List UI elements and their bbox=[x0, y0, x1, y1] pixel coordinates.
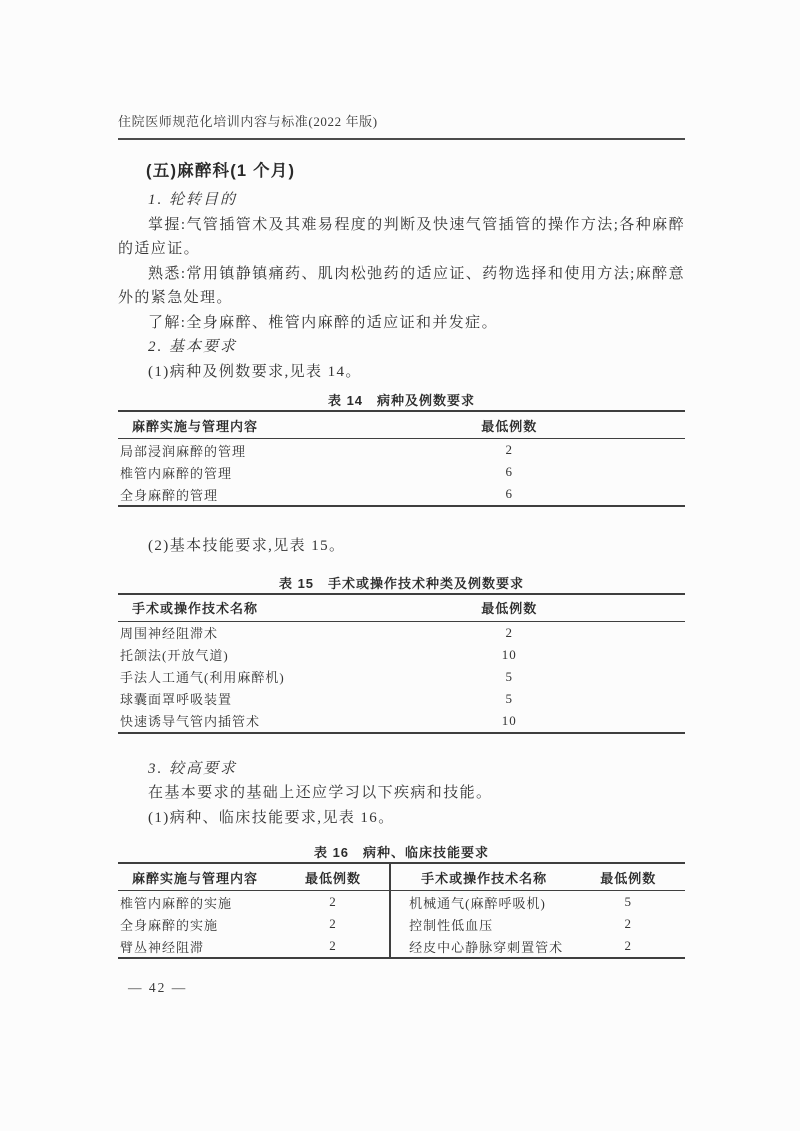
para-advanced: 在基本要求的基础上还应学习以下疾病和技能。 bbox=[148, 785, 493, 801]
cell-name: 托颌法(开放气道) bbox=[120, 648, 229, 663]
table16 bbox=[118, 862, 685, 959]
cell-value: 2 bbox=[329, 938, 337, 953]
cell-value: 10 bbox=[501, 646, 517, 662]
cell-name: 椎管内麻醉的管理 bbox=[120, 465, 233, 481]
table-row bbox=[118, 666, 685, 688]
cell-name: 局部浸润麻醉的管理 bbox=[120, 443, 247, 459]
table15 bbox=[118, 593, 685, 734]
cell-name: 全身麻醉的实施 bbox=[120, 917, 219, 933]
para-understand: 了解:全身麻醉、椎管内麻醉的适应证和并发症。 bbox=[148, 314, 498, 331]
cell-value: 10 bbox=[501, 712, 517, 728]
para-requirement-3: (1)病种、临床技能要求,见表 16。 bbox=[148, 809, 395, 826]
cell-name: 经皮中心静脉穿刺置管术 bbox=[390, 935, 571, 958]
table14-col-name-header: 麻醉实施与管理内容 bbox=[118, 411, 333, 439]
running-head: 住院医师规范化培训内容与标准(2022 年版) bbox=[118, 112, 685, 140]
cell-value: 5 bbox=[505, 690, 513, 706]
cell-value: 5 bbox=[624, 894, 633, 909]
table14-header-row bbox=[118, 411, 685, 439]
table-row bbox=[118, 461, 685, 483]
table16-left-name-header: 麻醉实施与管理内容 bbox=[118, 863, 277, 891]
cell-value: 6 bbox=[505, 464, 513, 479]
cell-value: 2 bbox=[329, 894, 337, 909]
para-grasp: 掌握:气管插管术及其难易程度的判断及快速气管插管的操作方法;各种麻醉的适应证。 bbox=[118, 216, 685, 257]
cell-name: 椎管内麻醉的实施 bbox=[120, 895, 233, 911]
cell-value: 2 bbox=[505, 624, 513, 640]
cell-name: 快速诱导气管内插管术 bbox=[120, 714, 261, 729]
cell-name: 机械通气(麻醉呼吸机) bbox=[390, 891, 571, 914]
table16-header-row bbox=[118, 863, 685, 891]
subheading-basic-requirements: 2. 基本要求 bbox=[148, 339, 238, 355]
cell-value: 6 bbox=[505, 486, 513, 501]
table14 bbox=[118, 410, 685, 507]
table16-left-min-cases-header: 最低例数 bbox=[277, 863, 390, 891]
cell-name: 球囊面罩呼吸装置 bbox=[120, 692, 233, 707]
cell-name: 手法人工通气(利用麻醉机) bbox=[120, 670, 285, 685]
section-title: (五)麻醉科(1 个月) bbox=[146, 162, 296, 180]
cell-value: 2 bbox=[624, 916, 633, 931]
cell-value: 2 bbox=[329, 916, 337, 931]
table16-right-min-cases-header: 最低例数 bbox=[572, 863, 685, 891]
table-row bbox=[118, 644, 685, 666]
table-row bbox=[118, 688, 685, 710]
subheading-rotation-purpose: 1. 轮转目的 bbox=[148, 192, 238, 208]
table14-col-min-cases-header: 最低例数 bbox=[333, 411, 685, 439]
table14-title: 表 14 病种及例数要求 bbox=[327, 393, 476, 408]
table-row bbox=[118, 621, 685, 644]
cell-value: 2 bbox=[624, 938, 633, 953]
table-row bbox=[118, 935, 685, 958]
table15-col-name-header: 手术或操作技术名称 bbox=[118, 594, 333, 622]
table-row bbox=[118, 439, 685, 462]
subheading-higher-requirements: 3. 较高要求 bbox=[148, 760, 238, 777]
cell-name: 周围神经阻滞术 bbox=[120, 626, 219, 641]
table-row bbox=[118, 483, 685, 506]
table-row bbox=[118, 891, 685, 914]
cell-value: 2 bbox=[505, 442, 513, 457]
cell-name: 全身麻醉的管理 bbox=[120, 487, 219, 503]
page-number: — 42 — bbox=[128, 980, 188, 995]
para-familiar: 熟悉:常用镇静镇痛药、肌肉松弛药的适应证、药物选择和使用方法;麻醉意外的紧急处理。 bbox=[118, 265, 685, 306]
table15-col-min-cases-header: 最低例数 bbox=[333, 594, 685, 622]
document-page bbox=[118, 0, 685, 996]
table16-title: 表 16 病种、临床技能要求 bbox=[313, 845, 490, 860]
cell-value: 5 bbox=[505, 668, 513, 684]
para-requirement-2: (2)基本技能要求,见表 15。 bbox=[148, 538, 346, 554]
cell-name: 控制性低血压 bbox=[390, 913, 571, 935]
cell-name: 臂丛神经阻滞 bbox=[120, 939, 205, 955]
para-requirement-1: (1)病种及例数要求,见表 14。 bbox=[148, 363, 362, 380]
table-row bbox=[118, 913, 685, 935]
table16-right-name-header: 手术或操作技术名称 bbox=[390, 863, 571, 891]
table-row bbox=[118, 710, 685, 733]
table15-title: 表 15 手术或操作技术种类及例数要求 bbox=[278, 575, 525, 591]
table15-header-row bbox=[118, 594, 685, 622]
